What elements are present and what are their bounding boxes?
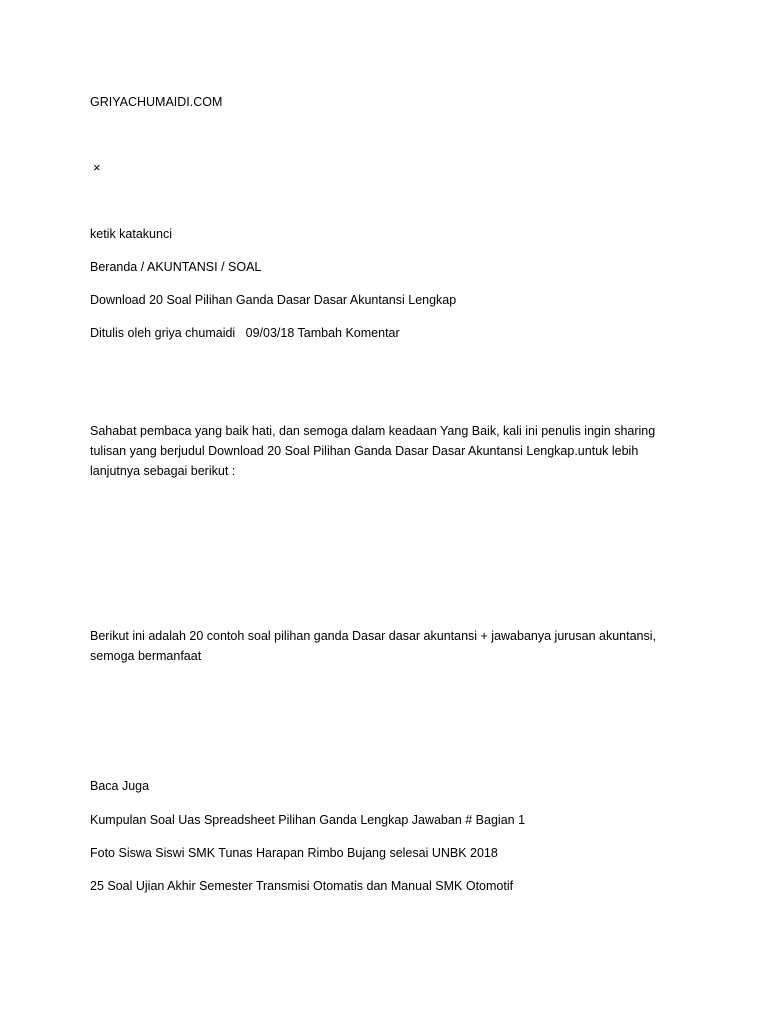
site-name[interactable]: GRIYACHUMAIDI.COM <box>90 95 223 109</box>
search-input[interactable]: ketik katakunci <box>90 227 172 241</box>
breadcrumb[interactable]: Beranda / AKUNTANSI / SOAL <box>90 260 262 274</box>
article-title: Download 20 Soal Pilihan Ganda Dasar Dasar Akuntansi Lengkap <box>90 293 457 307</box>
article-intro: Sahabat pembaca yang baik hati, dan semoga dalam keadaan Yang Baik, kali ini penulis ingin sharing tulisan yang berjudul Download 20 Soal Pilihan Ganda Dasar Dasar Akuntansi Lengkap.untuk lebih lanjutnya sebagai berikut : <box>90 424 656 478</box>
article-byline: Ditulis oleh griya chumaidi 09/03/18 Tambah Komentar <box>90 326 400 340</box>
related-link-2[interactable]: Foto Siswa Siswi SMK Tunas Harapan Rimbo Bujang selesai UNBK 2018 <box>90 846 498 860</box>
close-icon[interactable]: × <box>93 160 101 175</box>
article-lead: Berikut ini adalah 20 contoh soal pilihan ganda Dasar dasar akuntansi + jawabanya jurusan akuntansi, semoga bermanfaat <box>90 629 656 663</box>
related-link-1[interactable]: Kumpulan Soal Uas Spreadsheet Pilihan Ganda Lengkap Jawaban # Bagian 1 <box>90 813 526 827</box>
related-link-3[interactable]: 25 Soal Ujian Akhir Semester Transmisi Otomatis dan Manual SMK Otomotif <box>90 879 514 893</box>
related-heading: Baca Juga <box>90 779 150 793</box>
